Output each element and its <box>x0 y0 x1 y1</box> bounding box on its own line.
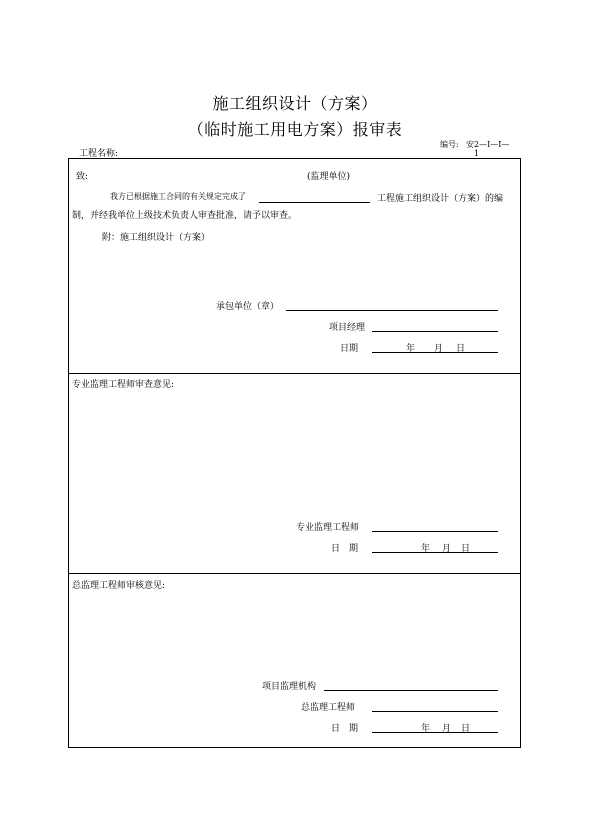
date-year: 年 <box>421 724 431 734</box>
date-year: 年 <box>421 544 431 554</box>
chief-label: 总监理工程师 <box>301 703 356 713</box>
engineer-date-label: 日 期 <box>331 544 359 554</box>
number-suffix: 1 <box>474 149 480 158</box>
date-label: 日期 <box>340 344 359 354</box>
supervisor-unit-label: (监理单位) <box>307 172 351 182</box>
section-divider-2 <box>68 573 521 574</box>
body-line1-prefix: 我方已根据施工合同的有关规定完成了 <box>110 192 246 201</box>
date-day: 日 <box>461 544 471 554</box>
contractor-signature-line[interactable] <box>286 310 498 311</box>
pm-label: 项目经理 <box>329 323 366 333</box>
date-line <box>372 352 498 353</box>
to-label: 致: <box>76 172 89 182</box>
date-month: 月 <box>434 344 444 354</box>
pm-signature-line[interactable] <box>372 331 498 332</box>
date-month: 月 <box>442 544 452 554</box>
engineer-signature-line[interactable] <box>372 531 498 532</box>
attachment-label: 附：施工组织设计（方案） <box>102 233 211 243</box>
form-subtitle: （临时施工用电方案）报审表 <box>187 120 403 139</box>
date-day: 日 <box>461 724 471 734</box>
number-label: 编号: <box>440 140 459 149</box>
chief-signature-line[interactable] <box>372 711 498 712</box>
section-divider-1 <box>68 373 521 374</box>
contractor-label: 承包单位（章） <box>216 302 280 312</box>
form-title: 施工组织设计（方案） <box>212 94 378 113</box>
project-blank-line[interactable] <box>259 202 370 203</box>
chief-review-heading: 总监理工程师审核意见: <box>72 581 166 591</box>
form-table <box>68 158 521 748</box>
body-line2: 制，并经我单位上级技术负责人审查批准，请予以审查。 <box>72 211 298 221</box>
org-signature-line[interactable] <box>324 690 498 691</box>
project-name-label: 工程名称: <box>79 149 119 159</box>
date-month: 月 <box>442 724 452 734</box>
engineer-date-line <box>372 552 498 553</box>
body-line1-suffix: 工程施工组织设计（方案）的编 <box>377 194 504 204</box>
date-year: 年 <box>406 344 416 354</box>
number-value: 安2—I—I— <box>466 140 510 149</box>
engineer-label: 专业监理工程师 <box>296 523 360 533</box>
chief-date-label: 日 期 <box>331 724 359 734</box>
engineer-review-heading: 专业监理工程师审查意见: <box>72 380 175 390</box>
date-day: 日 <box>456 344 466 354</box>
org-label: 项目监理机构 <box>262 682 317 692</box>
chief-date-line <box>372 732 498 733</box>
